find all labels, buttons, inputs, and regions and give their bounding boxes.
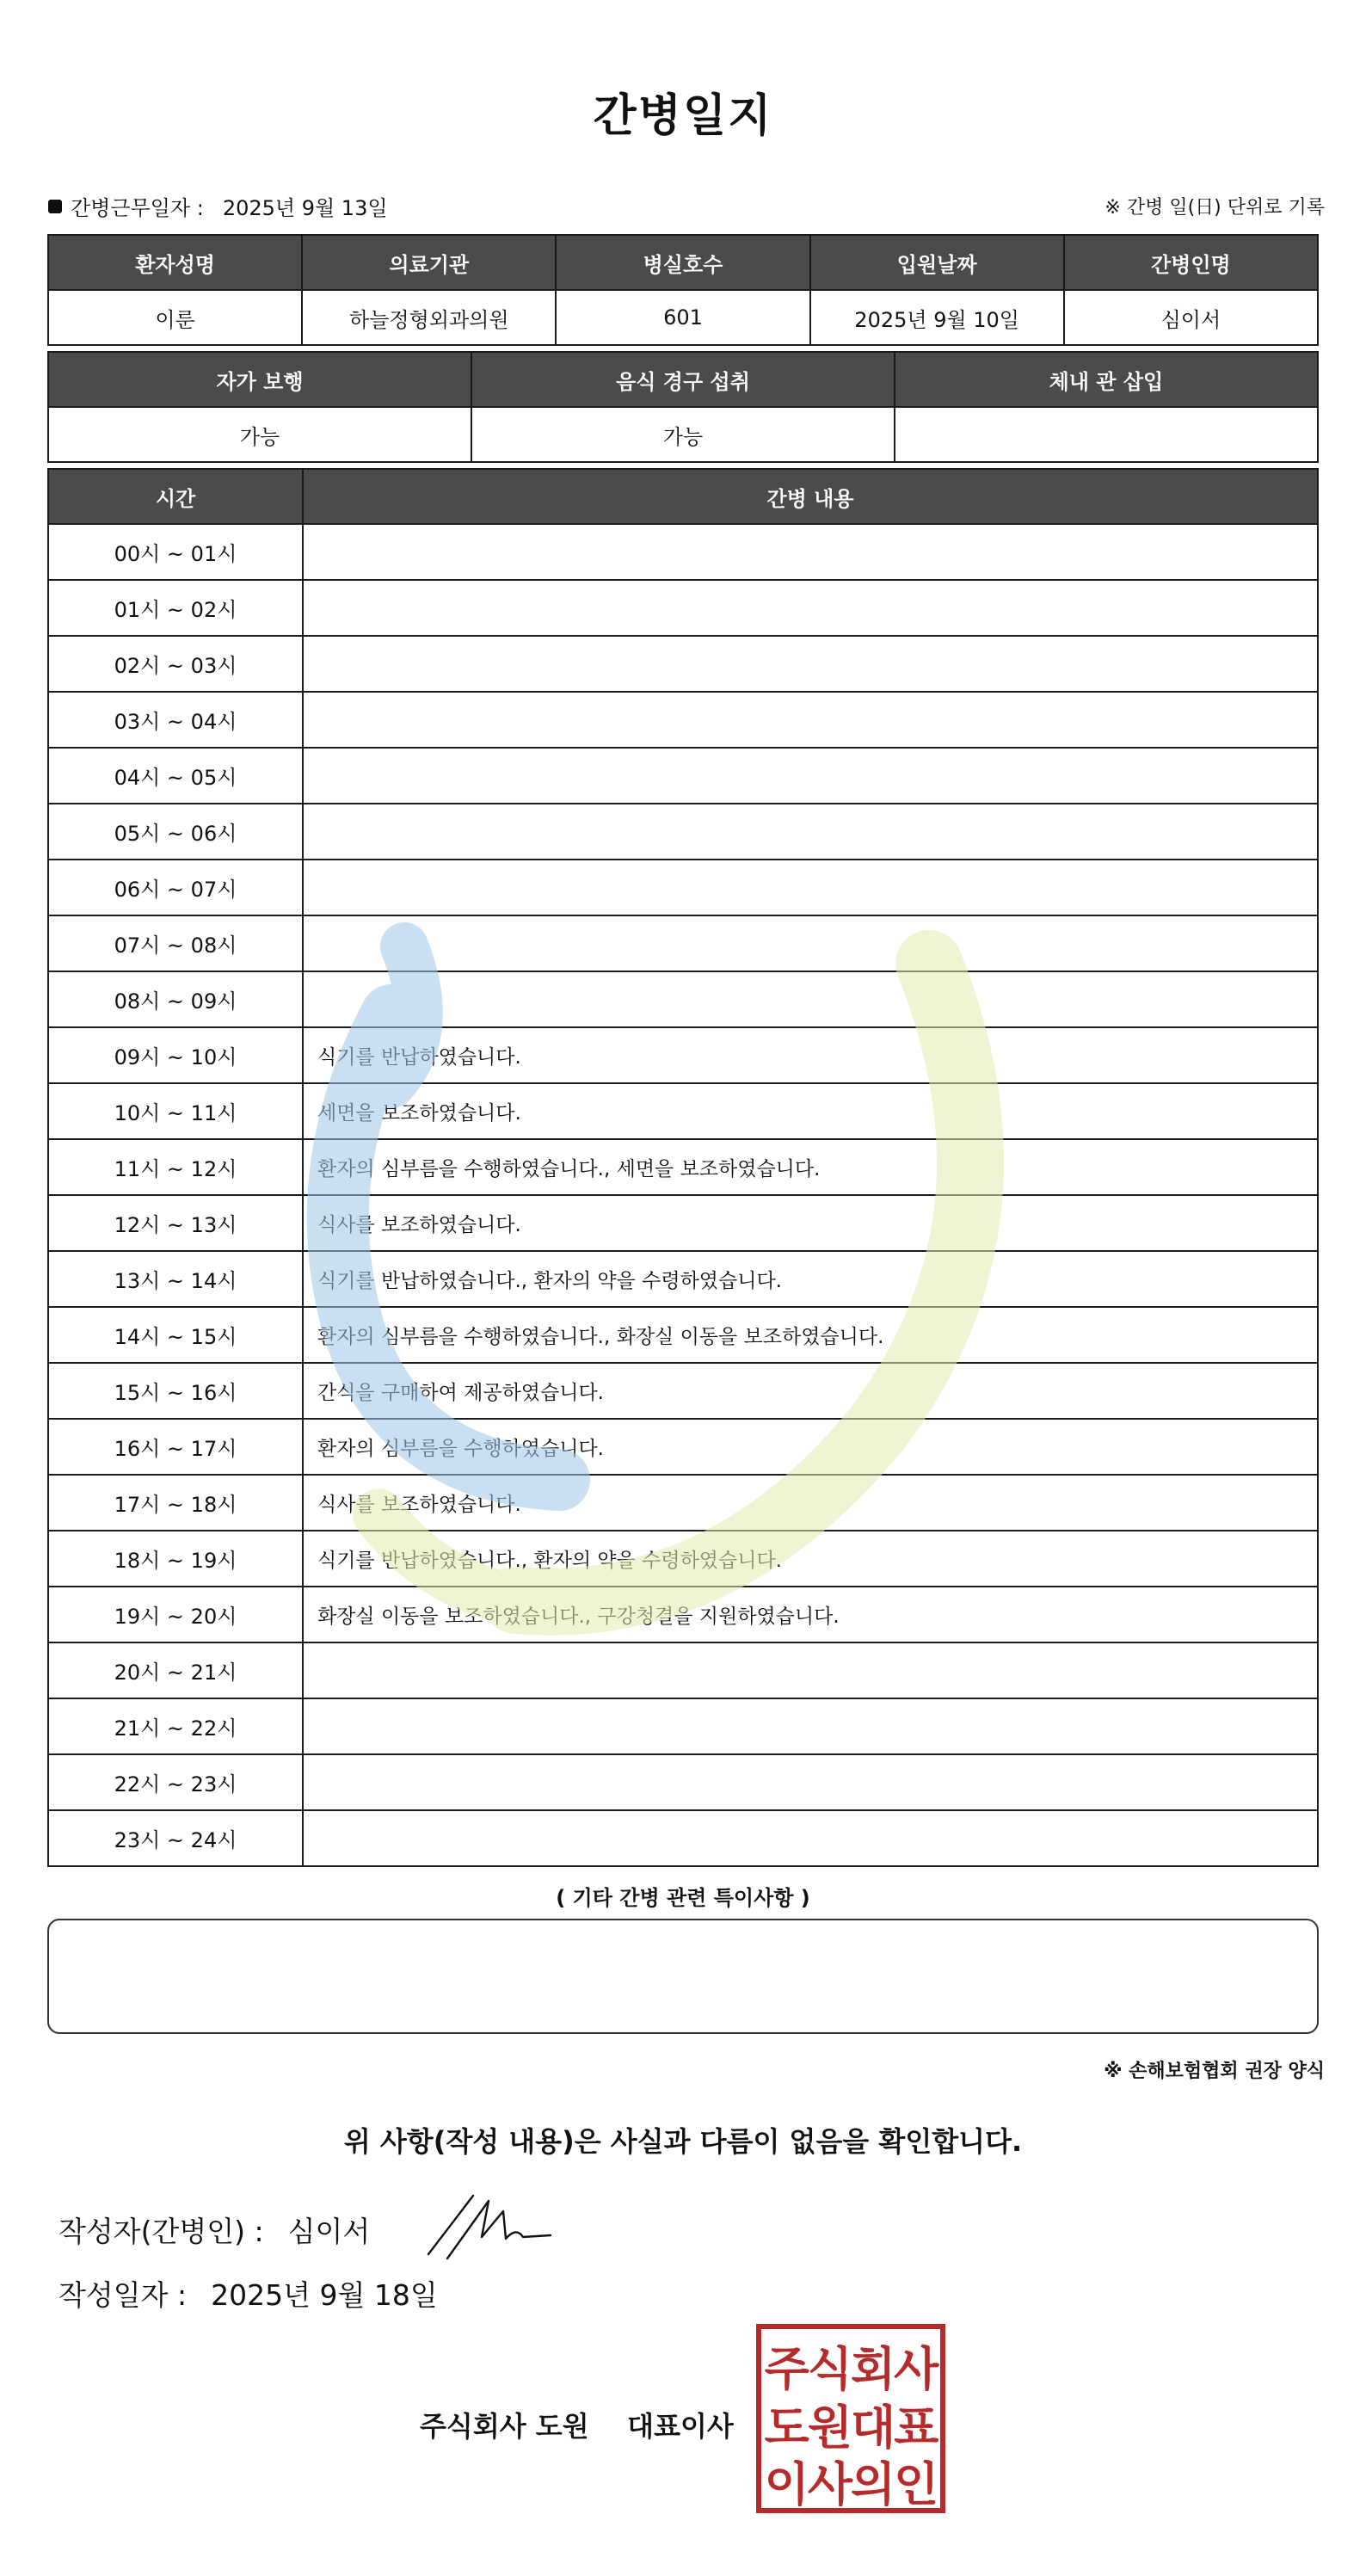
log-time: 05시 ~ 06시 <box>48 804 303 860</box>
room-number: 601 <box>556 290 809 345</box>
header-care-content: 간병 내용 <box>303 469 1318 524</box>
log-time: 22시 ~ 23시 <box>48 1754 303 1810</box>
table-row <box>48 1251 1318 1307</box>
table-row <box>48 580 1318 636</box>
company-representative: 주식회사 도원 대표이사 <box>420 2410 734 2443</box>
written-date-value: 2025년 9월 18일 <box>211 2278 438 2312</box>
log-time: 19시 ~ 20시 <box>48 1587 303 1642</box>
header-tube-insertion: 체내 관 삽입 <box>895 352 1318 407</box>
header-admission-date: 입원날짜 <box>810 235 1064 290</box>
table-row <box>48 1642 1318 1698</box>
svg-text:도원대표: 도원대표 <box>764 2400 938 2455</box>
log-content: 식기를 반납하였습니다. <box>303 1027 1318 1083</box>
header-room: 병실호수 <box>556 235 809 290</box>
table-row <box>48 1475 1318 1531</box>
svg-text:주식회사: 주식회사 <box>764 2342 938 2396</box>
log-time: 00시 ~ 01시 <box>48 524 303 580</box>
notes-box <box>47 1919 1319 2034</box>
table-row <box>48 860 1318 915</box>
log-content: 환자의 심부름을 수행하였습니다., 세면을 보조하였습니다. <box>303 1139 1318 1195</box>
table-row <box>48 1587 1318 1642</box>
log-content <box>303 524 1318 580</box>
record-unit-note: ※ 간병 일(日) 단위로 기록 <box>1104 197 1325 219</box>
walking-value: 가능 <box>48 407 471 462</box>
table-row <box>48 1307 1318 1363</box>
log-time: 10시 ~ 11시 <box>48 1083 303 1139</box>
table-row <box>48 1139 1318 1195</box>
work-date-value: 2025년 9월 13일 <box>222 196 388 220</box>
log-content: 식사를 보조하였습니다. <box>303 1195 1318 1251</box>
table-row <box>48 1810 1318 1866</box>
log-time: 11시 ~ 12시 <box>48 1139 303 1195</box>
log-time: 13시 ~ 14시 <box>48 1251 303 1307</box>
writer-name: 심이서 <box>287 2215 371 2248</box>
log-time: 17시 ~ 18시 <box>48 1475 303 1531</box>
table-row <box>48 692 1318 748</box>
log-time: 20시 ~ 21시 <box>48 1642 303 1698</box>
care-log-rows <box>48 524 1318 1866</box>
tube-insertion-value <box>895 407 1318 462</box>
log-time: 07시 ~ 08시 <box>48 915 303 971</box>
log-content: 세면을 보조하였습니다. <box>303 1083 1318 1139</box>
log-content: 식기를 반납하였습니다., 환자의 약을 수령하였습니다. <box>303 1531 1318 1587</box>
log-time: 01시 ~ 02시 <box>48 580 303 636</box>
care-log-table <box>47 468 1319 1867</box>
table-row <box>48 1083 1318 1139</box>
svg-text:이사의인: 이사의인 <box>764 2457 938 2511</box>
table-row <box>48 1027 1318 1083</box>
log-content: 환자의 심부름을 수행하였습니다., 화장실 이동을 보조하였습니다. <box>303 1307 1318 1363</box>
header-hospital: 의료기관 <box>302 235 556 290</box>
written-date-label: 작성일자 : <box>58 2278 188 2312</box>
log-content <box>303 692 1318 748</box>
log-content <box>303 1754 1318 1810</box>
log-time: 18시 ~ 19시 <box>48 1531 303 1587</box>
table-row <box>48 971 1318 1027</box>
log-content <box>303 580 1318 636</box>
log-time: 06시 ~ 07시 <box>48 860 303 915</box>
header-patient-name: 환자성명 <box>48 235 302 290</box>
oral-intake-value: 가능 <box>471 407 895 462</box>
log-content <box>303 915 1318 971</box>
log-content <box>303 636 1318 692</box>
table-row <box>48 1363 1318 1419</box>
log-time: 08시 ~ 09시 <box>48 971 303 1027</box>
header-oral-intake: 음식 경구 섭취 <box>471 352 895 407</box>
signature-image <box>421 2185 559 2263</box>
table-row <box>48 524 1318 580</box>
hospital-name: 하늘정형외과의원 <box>302 290 556 345</box>
header-walking: 자가 보행 <box>48 352 471 407</box>
log-content <box>303 860 1318 915</box>
log-time: 16시 ~ 17시 <box>48 1419 303 1475</box>
patient-status-table <box>47 351 1319 463</box>
patient-name: 이룬 <box>48 290 302 345</box>
log-time: 14시 ~ 15시 <box>48 1307 303 1363</box>
recommendation-note: ※ 손해보험협회 권장 양식 <box>1104 2061 1325 2082</box>
log-content <box>303 1698 1318 1754</box>
writer-label: 작성자(간병인) : <box>58 2215 264 2248</box>
page-title: 간병일지 <box>593 90 773 142</box>
log-content: 화장실 이동을 보조하였습니다., 구강청결을 지원하였습니다. <box>303 1587 1318 1642</box>
table-row <box>48 1195 1318 1251</box>
work-date-label: 간병근무일자 : <box>71 196 204 220</box>
table-row <box>48 1531 1318 1587</box>
log-content <box>303 1810 1318 1866</box>
notes-title: ( 기타 간병 관련 특이사항 ) <box>556 1886 810 1910</box>
log-time: 04시 ~ 05시 <box>48 748 303 804</box>
log-content: 환자의 심부름을 수행하였습니다. <box>303 1419 1318 1475</box>
log-time: 12시 ~ 13시 <box>48 1195 303 1251</box>
log-content <box>303 804 1318 860</box>
log-content: 간식을 구매하여 제공하였습니다. <box>303 1363 1318 1419</box>
log-time: 21시 ~ 22시 <box>48 1698 303 1754</box>
log-time: 02시 ~ 03시 <box>48 636 303 692</box>
log-content <box>303 748 1318 804</box>
work-date-row <box>48 191 388 221</box>
log-time: 23시 ~ 24시 <box>48 1810 303 1866</box>
table-row <box>48 1698 1318 1754</box>
header-time: 시간 <box>48 469 303 524</box>
log-time: 09시 ~ 10시 <box>48 1027 303 1083</box>
table-row <box>48 1419 1318 1475</box>
table-row <box>48 748 1318 804</box>
square-bullet-icon <box>48 200 62 213</box>
log-time: 15시 ~ 16시 <box>48 1363 303 1419</box>
confirmation-statement: 위 사항(작성 내용)은 사실과 다름이 없음을 확인합니다. <box>343 2125 1023 2158</box>
patient-info-table <box>47 234 1319 346</box>
admission-date: 2025년 9월 10일 <box>810 290 1064 345</box>
header-caregiver: 간병인명 <box>1064 235 1318 290</box>
table-row <box>48 1754 1318 1810</box>
log-content <box>303 1642 1318 1698</box>
table-row <box>48 915 1318 971</box>
log-content: 식사를 보조하였습니다. <box>303 1475 1318 1531</box>
log-time: 03시 ~ 04시 <box>48 692 303 748</box>
table-row <box>48 636 1318 692</box>
writer-row <box>58 2209 370 2250</box>
table-row <box>48 804 1318 860</box>
company-seal-stamp <box>755 2323 946 2514</box>
caregiver-name: 심이서 <box>1064 290 1318 345</box>
written-date-row <box>58 2273 438 2314</box>
log-content: 식기를 반납하였습니다., 환자의 약을 수령하였습니다. <box>303 1251 1318 1307</box>
log-content <box>303 971 1318 1027</box>
